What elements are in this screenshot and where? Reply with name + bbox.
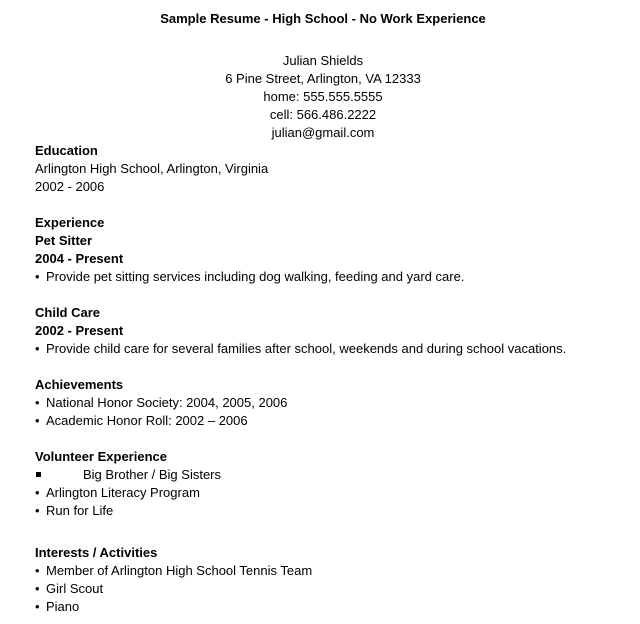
list-item: • Provide pet sitting services including dog walking, feeding and yard care. <box>35 269 465 284</box>
list-item: • Run for Life <box>35 503 114 518</box>
list-item: • Provide child care for several families after school, weekends and during school vacations. <box>35 341 567 356</box>
bullet-icon: • <box>35 413 40 428</box>
bullet-icon: • <box>35 581 40 596</box>
job-dates: 2002 - Present <box>35 323 124 338</box>
education-years: 2002 - 2006 <box>35 179 105 194</box>
document-title: Sample Resume - High School - No Work Experience <box>160 11 486 26</box>
job-title: Child Care <box>35 305 101 320</box>
contact-email: julian@gmail.com <box>271 125 375 140</box>
bullet-icon: • <box>35 269 40 284</box>
list-item: • Academic Honor Roll: 2002 – 2006 <box>35 413 248 428</box>
list-item: • Arlington Literacy Program <box>35 485 200 500</box>
bullet-icon: • <box>35 503 40 518</box>
list-item: Big Brother / Big Sisters <box>35 466 221 484</box>
achievements-heading: Achievements <box>35 377 124 392</box>
list-item: • National Honor Society: 2004, 2005, 2006 <box>35 395 288 410</box>
education-heading: Education <box>35 143 98 158</box>
bullet-icon: • <box>35 599 40 614</box>
bullet-icon: • <box>35 341 40 356</box>
bullet-icon: • <box>35 563 40 578</box>
education-school: Arlington High School, Arlington, Virginia <box>35 161 269 176</box>
contact-home-phone: home: 555.555.5555 <box>263 89 383 104</box>
contact-cell-phone: cell: 566.486.2222 <box>269 107 377 122</box>
bullet-icon: • <box>35 395 40 410</box>
list-item: • Member of Arlington High School Tennis Team <box>35 563 313 578</box>
interests-heading: Interests / Activities <box>35 545 158 560</box>
bullet-icon: • <box>35 485 40 500</box>
list-item: • Piano <box>35 599 80 614</box>
job-title: Pet Sitter <box>35 233 93 248</box>
contact-name: Julian Shields <box>282 53 364 68</box>
contact-address: 6 Pine Street, Arlington, VA 12333 <box>225 71 421 86</box>
experience-heading: Experience <box>35 215 105 230</box>
job-dates: 2004 - Present <box>35 251 124 266</box>
volunteer-heading: Volunteer Experience <box>35 449 167 464</box>
square-bullet-icon <box>35 466 83 484</box>
list-item: • Girl Scout <box>35 581 104 596</box>
